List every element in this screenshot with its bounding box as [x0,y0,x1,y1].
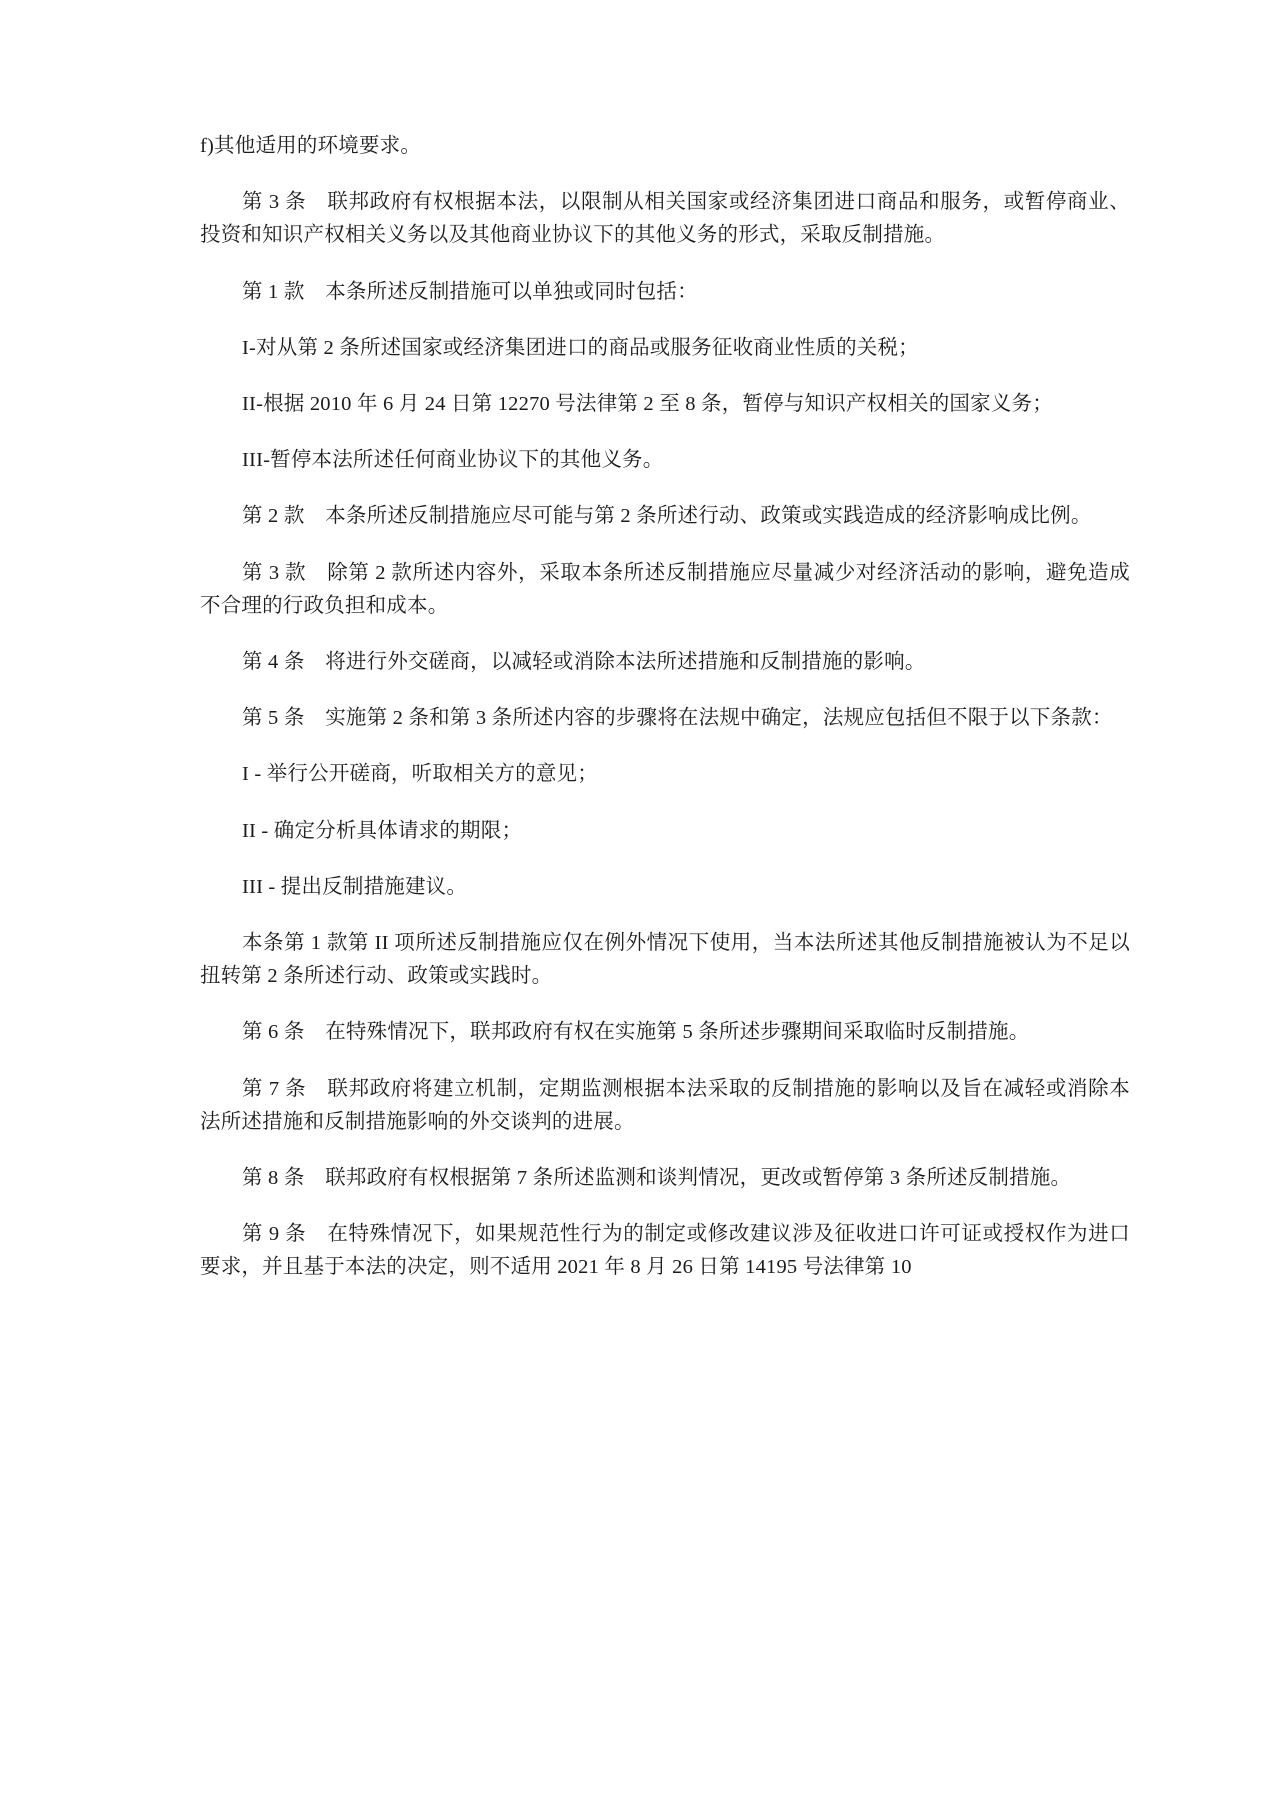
paragraph-article-4: 第 4 条 将进行外交磋商，以减轻或消除本法所述措施和反制措施的影响。 [242,651,926,674]
paragraph-article-9: 第 9 条 在特殊情况下，如果规范性行为的制定或修改建议涉及征收进口许可证或授权作为进口要求，并且基于本法的决定，则不适用 2021 年 8 月 26 日第 14195 号法律第 10 [200,1223,1130,1279]
paragraph-article-3-paragraph-1: 第 1 款 本条所述反制措施可以单独或同时包括： [242,280,698,303]
paragraph-article-8: 第 8 条 联邦政府有权根据第 7 条所述监测和谈判情况，更改或暂停第 3 条所述反制措施。 [242,1167,1072,1190]
paragraph-article-3-item-i: I-对从第 2 条所述国家或经济集团进口的商品或服务征收商业性质的关税； [242,336,919,359]
paragraph-article-7: 第 7 条 联邦政府将建立机制，定期监测根据本法采取的反制措施的影响以及旨在减轻或消除本法所述措施和反制措施影响的外交谈判的进展。 [200,1077,1130,1133]
paragraph-article-5-item-ii: II - 确定分析具体请求的期限； [242,819,523,842]
paragraph-article-5-note: 本条第 1 款第 II 项所述反制措施应仅在例外情况下使用，当本法所述其他反制措施被认为不足以扭转第 2 条所述行动、政策或实践时。 [200,932,1130,988]
paragraph-article-3: 第 3 条 联邦政府有权根据本法，以限制从相关国家或经济集团进口商品和服务，或暂停商业、投资和知识产权相关义务以及其他商业协议下的其他义务的形式，采取反制措施。 [200,191,1130,247]
paragraph-article-5-item-iii: III - 提出反制措施建议。 [242,875,468,898]
document-body [200,130,1130,1285]
paragraph-article-3-paragraph-2: 第 2 款 本条所述反制措施应尽可能与第 2 条所述行动、政策或实践造成的经济影响成比例。 [242,505,1092,528]
paragraph-article-5: 第 5 条 实施第 2 条和第 3 条所述内容的步骤将在法规中确定，法规应包括但不限于以下条款： [242,707,1113,730]
paragraph-article-5-item-i: I - 举行公开磋商，听取相关方的意见； [242,763,598,786]
paragraph-article-6: 第 6 条 在特殊情况下，联邦政府有权在实施第 5 条所述步骤期间采取临时反制措施。 [242,1021,1030,1044]
paragraph-article-3-item-ii: II-根据 2010 年 6 月 24 日第 12270 号法律第 2 至 8 条，暂停与知识产权相关的国家义务； [242,393,1053,416]
paragraph-article-3-item-iii: III-暂停本法所述任何商业协议下的其他义务。 [242,449,664,472]
paragraph-article-3-paragraph-3: 第 3 款 除第 2 款所述内容外，采取本条所述反制措施应尽量减少对经济活动的影响，避免造成不合理的行政负担和成本。 [200,561,1130,617]
paragraph-item-f: f)其他适用的环境要求。 [200,135,422,157]
